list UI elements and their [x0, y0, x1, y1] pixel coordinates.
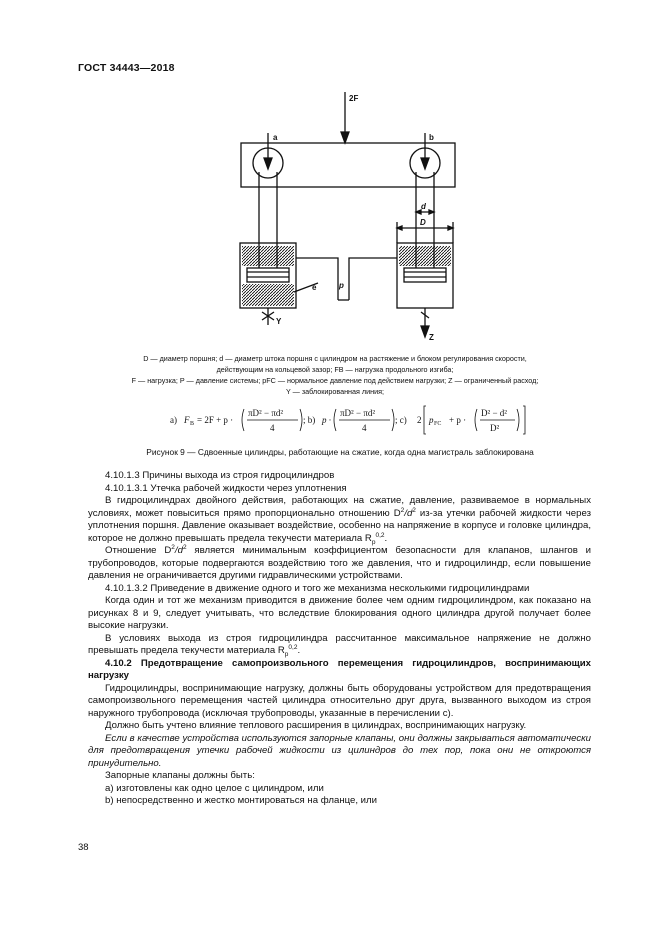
figure-formulas [170, 403, 550, 437]
svg-text:πD² − πd²: πD² − πd² [340, 408, 376, 418]
label-p: p [339, 281, 344, 290]
section-4-10-2: 4.10.2 Предотвращение самопроизвольного перемещения гидроцилиндров, воспринимающих нагрузку [88, 657, 591, 681]
svg-text:p: p [429, 415, 434, 425]
paragraph-6: Должно быть учтено влияние теплового расширения в цилиндрах, воспринимающих нагрузку. [105, 720, 527, 731]
section-4-10-1-3-1: 4.10.1.3.1 Утечка рабочей жидкости через уплотнения [105, 482, 347, 494]
svg-text:; c): ; c) [395, 415, 407, 425]
svg-text:FC: FC [434, 421, 442, 427]
label-D: D [420, 218, 426, 227]
label-Y: Y [276, 317, 282, 326]
document-header: ГОСТ 34443—2018 [78, 62, 175, 74]
paragraph-3: Когда один и тот же механизм приводится в движение более чем одним гидроцилиндром, как показано на рисунках 8 и 9, следует учитывать, что вследствие блокирования одного цилиндра другой получает более высокие нагрузки. [88, 595, 591, 631]
section-4-10-1-3: 4.10.1.3 Причины выхода из строя гидроцилиндров [105, 470, 335, 481]
figure-twin-cylinders [0, 0, 661, 400]
svg-text:F: F [184, 415, 190, 425]
label-Z: Z [429, 333, 434, 342]
svg-text:a): a) [170, 415, 177, 425]
list-item-a: a) изготовлены как одно целое с цилиндром, или [105, 782, 324, 794]
svg-text:πD² − πd²: πD² − πd² [248, 408, 284, 418]
paragraph-4: В условиях выхода из строя гидроцилиндра рассчитанное максимальное напряжение не должно превышать предела текучести материала $R_p^{0,2}$. [88, 632, 591, 658]
svg-text:4: 4 [270, 423, 275, 433]
svg-text:= 2F + p ·: = 2F + p · [197, 415, 234, 425]
paragraph-7-note: Если в качестве устройства используются запорные клапаны, они должны закрываться автоматически для предотвращения утечки рабочей жидкости из цилиндров до тех пор, пока они не откроются принудительно. [88, 732, 591, 769]
svg-text:2: 2 [417, 415, 422, 425]
svg-text:+ p ·: + p · [449, 415, 467, 425]
section-4-10-1-3-2: 4.10.1.3.2 Приведение в движение одного и того же механизма несколькими гидроцилиндрами [105, 582, 530, 594]
paragraph-8: Запорные клапаны должны быть: [105, 770, 255, 781]
paragraph-5: Гидроцилиндры, воспринимающие нагрузку, должны быть оборудованы устройством для предотвращения самопроизвольного перемещения частей цилиндра относительно друг друга, вызванного выходом из строя наружного трубопровода (исключая трубопроводы, указанные в перечислении с). [88, 682, 591, 719]
svg-text:D²: D² [490, 423, 500, 433]
label-a: a [273, 133, 278, 142]
label-d: d [421, 202, 426, 211]
figure-legend-line-4: Y — заблокированная линия; [286, 387, 384, 396]
body-text [88, 470, 591, 808]
paragraph-2: Отношение $D^2/d^2$ является минимальным коэффициентом безопасности для клапанов, шлангов и трубопроводов, которые подвергаются воздействию того же давления, что и гидроцилиндр, если повышение давления не ограничивается другими гидравлическими устройствами. [88, 543, 592, 581]
svg-text:; b): ; b) [303, 415, 316, 425]
left-piston [247, 268, 289, 282]
list-item-b: b) непосредственно и жестко монтироваться на фланце, или [105, 795, 378, 806]
label-2f: 2F [349, 94, 359, 103]
label-e: e [312, 283, 317, 292]
svg-text:p ·: p · [322, 415, 331, 425]
figure-legend-line-2: действующим на кольцевой зазор; FВ — нагрузка продольного изгиба; [216, 365, 454, 374]
label-b: b [429, 133, 434, 142]
figure-legend-line-3: F — нагрузка; P — давление системы; pFC — нормальное давление под действием нагрузки; Z — ограниченный расход; [131, 376, 539, 385]
svg-text:B: B [190, 421, 195, 427]
figure-caption: Рисунок 9 — Сдвоенные цилиндры, работающие на сжатие, когда одна магистраль заблокирована [146, 447, 534, 457]
right-piston [404, 268, 446, 282]
svg-text:4: 4 [362, 423, 367, 433]
svg-text:D² − d²: D² − d² [481, 408, 507, 418]
figure-legend-line-1: D — диаметр поршня; d — диаметр штока поршня с цилиндром на растяжение и блоком регулирования скорости, [143, 354, 527, 363]
paragraph-1: В гидроцилиндрах двойного действия, работающих на сжатие, давление, развиваемое в нормальных условиях, может повыситься прямо пропорционально отношению $D^2/d^2$ из-за утечки рабочей жидкости через уплотнения поршня. Давление оказывает воздействие, особенно на напряжение в корпусе и головке цилиндра, которое не должно превышать предела текучести материала $R_p^{0,2}$. [88, 495, 591, 546]
page-number: 38 [78, 842, 89, 853]
